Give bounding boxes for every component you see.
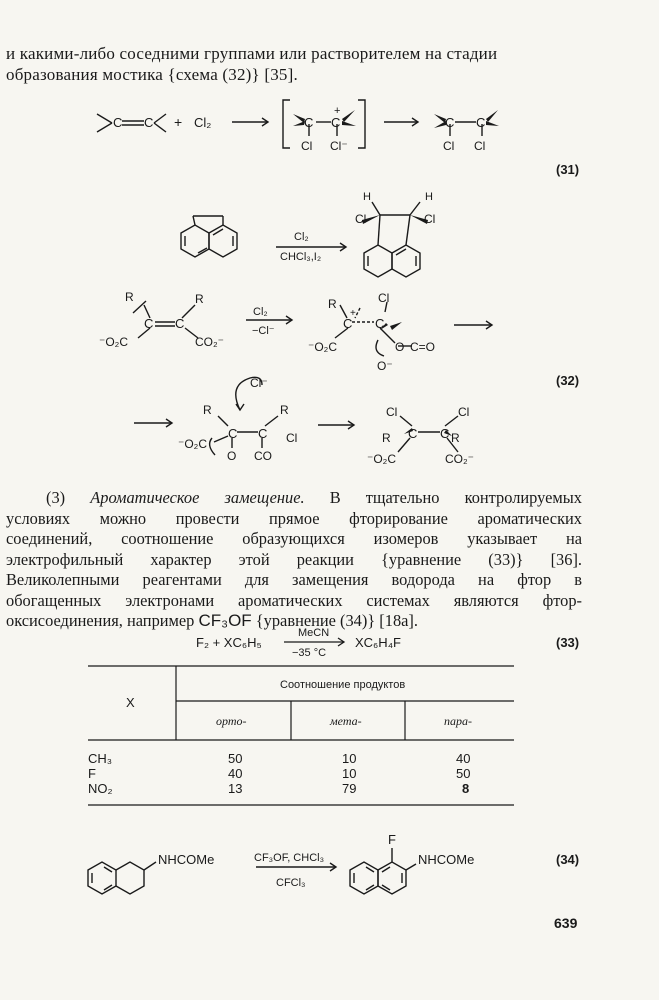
fin-r1: R	[382, 431, 391, 445]
equation-number-31: (31)	[556, 162, 580, 177]
section-3-paragraph	[6, 488, 582, 632]
intro-line-1: и какими-либо соседними группами или растворителем на стадии	[6, 44, 498, 63]
para-line-4: электрофильный характер этой реакции {уравнение (33)} [36].	[6, 549, 582, 569]
svg-text:+: +	[334, 105, 341, 117]
scheme31-product-cl1: Cl	[443, 139, 455, 153]
lac-r1: R	[203, 403, 212, 417]
lac-co: CO	[254, 449, 272, 463]
para-line-1-rest: В тщательно контролируемых	[329, 488, 582, 507]
para-line-1	[46, 488, 582, 509]
eq34-product-sub: NHCOMe	[418, 852, 475, 867]
para-line-7b: {уравнение (34)} [18a].	[255, 611, 418, 630]
inter-cl: Cl	[378, 291, 390, 305]
cond-bottom-1: CHCl₃,I₂	[280, 251, 322, 263]
svg-text:C: C	[343, 316, 353, 331]
product-cl2: Cl	[424, 212, 436, 226]
svg-text:C: C	[331, 115, 341, 130]
table-col-ortho: орто-	[216, 714, 247, 728]
equation-number-33: (33)	[556, 635, 580, 650]
cell-para: 8	[462, 781, 470, 796]
lac-o2c: ⁻O₂C	[178, 437, 207, 451]
scheme31-cl-anion: Cl⁻	[330, 139, 348, 153]
section-title: Ароматическое замещение.	[90, 488, 305, 507]
cond-bottom-2: −Cl⁻	[252, 325, 275, 337]
svg-text:+: +	[174, 114, 183, 130]
svg-text:C: C	[445, 115, 455, 130]
row-x: CH₃	[88, 751, 113, 766]
cell-ortho: 50	[228, 751, 243, 766]
cell-ortho: 13	[228, 781, 243, 796]
table-col-para: пара-	[444, 714, 472, 728]
cond-top-2: Cl₂	[253, 306, 268, 318]
eq33-cond-top: MeCN	[298, 627, 330, 639]
formula-cf3of: CF₃OF	[198, 611, 252, 630]
scheme31-cl: Cl	[301, 139, 313, 153]
cell-para: 50	[456, 766, 471, 781]
cell-meta: 79	[342, 781, 357, 796]
eq34-cond-top: CF₃OF, CHCl₃	[254, 852, 325, 864]
svg-text:+: +	[350, 308, 356, 319]
lac-o: O	[227, 449, 237, 463]
scheme31-reagent: Cl₂	[194, 115, 212, 130]
eq33-product: XC₆H₄F	[355, 635, 401, 650]
eq33-left: F₂ + XC₆H₅	[196, 635, 262, 650]
row-x: NO₂	[88, 781, 113, 796]
inter-ominus: O⁻	[377, 359, 393, 373]
page-number: 639	[554, 915, 578, 931]
para-line-6: обогащенных электронами ароматических системах являются фтор-	[6, 590, 582, 610]
inter-o: O	[395, 340, 405, 354]
svg-text:C: C	[113, 115, 123, 130]
para-line-2: условиях можно провести прямое фторирование ароматических	[6, 508, 582, 528]
scheme-32	[0, 180, 659, 490]
r2: R	[195, 292, 204, 306]
eq34-cond-bottom: CFCl₃	[276, 877, 306, 889]
equation-number-34: (34)	[556, 852, 580, 867]
fin-o2c: ⁻O₂C	[367, 452, 396, 466]
para-line-5: Великолепными реагентами для замещения водорода на фтор в	[6, 570, 582, 589]
fin-r2: R	[451, 431, 460, 445]
svg-text:C: C	[175, 316, 185, 331]
cond-top-1: Cl₂	[294, 231, 309, 243]
r1: R	[125, 290, 134, 304]
svg-text:C: C	[476, 115, 486, 130]
cell-meta: 10	[342, 766, 357, 781]
lac-cl: Cl	[286, 431, 298, 445]
cell-meta: 10	[342, 751, 357, 766]
equation-number-32: (32)	[556, 373, 580, 388]
svg-text:C: C	[408, 426, 418, 441]
table-header-group: Соотношение продуктов	[280, 679, 406, 691]
para-line-3: соединений, соотношение образующихся изомеров указывает на	[6, 529, 582, 548]
product-h1: H	[363, 191, 371, 203]
inter-o2c: ⁻O₂C	[308, 340, 337, 354]
carboxylate-left: ⁻O₂C	[99, 335, 128, 349]
eq33-cond-bottom: −35 °C	[292, 647, 327, 659]
carboxylate-right: CO₂⁻	[195, 335, 224, 349]
svg-text:C: C	[144, 316, 154, 331]
svg-text:C: C	[375, 316, 385, 331]
svg-text:C: C	[144, 115, 154, 130]
inter-r: R	[328, 297, 337, 311]
inter-co: C=O	[410, 340, 436, 354]
scheme31-product-cl2: Cl	[474, 139, 486, 153]
table-col-meta: мета-	[330, 714, 362, 728]
row-x: F	[88, 766, 96, 781]
lac-cl-anion: Cl⁻	[250, 376, 268, 390]
eq34-substituent: NHCOMe	[158, 852, 215, 867]
svg-text:C: C	[258, 426, 268, 441]
svg-text:C: C	[228, 426, 238, 441]
fin-co2: CO₂⁻	[445, 452, 474, 466]
isomer-ratio-table	[88, 665, 514, 808]
svg-text:C: C	[304, 115, 314, 130]
product-h2: H	[425, 191, 433, 203]
para-line-7a: оксисоединения, например	[6, 611, 195, 630]
fin-cl2: Cl	[458, 405, 470, 419]
svg-text:C: C	[440, 426, 450, 441]
cell-ortho: 40	[228, 766, 243, 781]
section-number: (3)	[46, 488, 66, 507]
product-cl1: Cl	[355, 212, 367, 226]
fin-cl1: Cl	[386, 405, 398, 419]
cell-para: 40	[456, 751, 471, 766]
eq34-product-f: F	[388, 832, 396, 847]
intro-line-2: образования мостика {схема (32)} [35].	[6, 65, 298, 84]
lac-r2: R	[280, 403, 289, 417]
table-header-x: X	[126, 695, 135, 710]
